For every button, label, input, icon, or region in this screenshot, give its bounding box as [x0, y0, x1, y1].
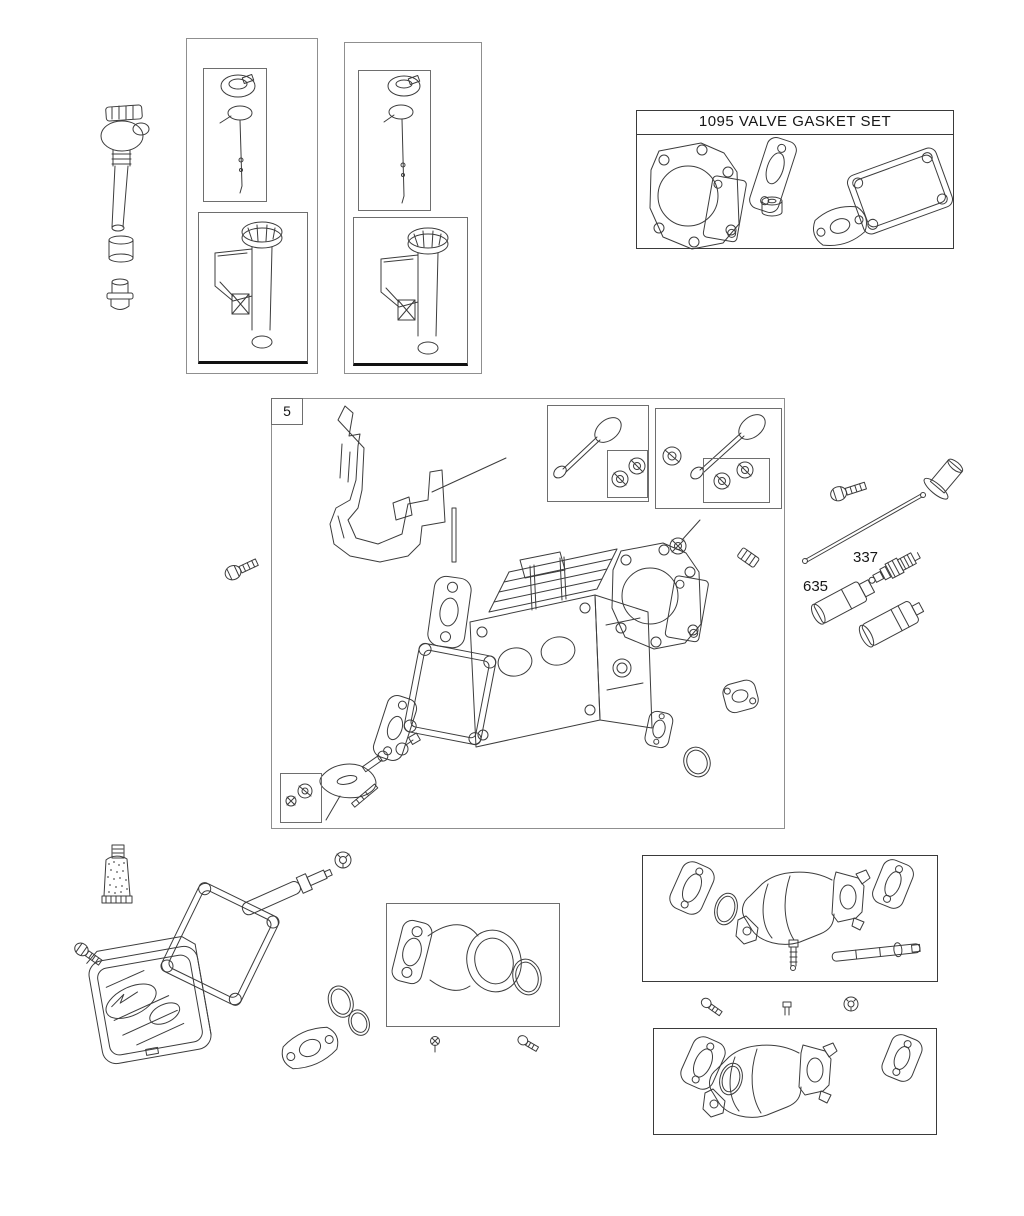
fill-tube-inner-box-1: [198, 212, 308, 364]
spark-plug-socket-label: 635: [803, 578, 829, 595]
valve-gasket-set-title: 1095 VALVE GASKET SET: [636, 110, 954, 135]
exhaust-gasket-icon: [277, 1021, 344, 1076]
bolt-icon: [829, 478, 868, 502]
plug-icon: [107, 279, 133, 310]
screw-icon: [700, 996, 724, 1017]
dipstick-inner-box-2: [358, 70, 431, 211]
spark-plug-label: 337: [853, 549, 879, 566]
valve-tappet-icon: [921, 453, 969, 502]
intake-manifold-kit-box-2: [653, 1028, 937, 1135]
dipstick-inner-box-1: [203, 68, 267, 202]
bolt-icon: [223, 555, 260, 582]
group-5-label: 5: [271, 398, 303, 425]
valve-retainer-sub-box-2: [703, 458, 770, 503]
intake-elbow-box: [386, 903, 560, 1027]
valve-retainer-sub-box-1: [607, 450, 648, 498]
o-ring-icon: [324, 980, 373, 1043]
screw-icon: [431, 1037, 440, 1053]
nut-icon: [335, 852, 351, 868]
tube-spacer-icon: [109, 236, 133, 262]
screw-icon: [516, 1034, 540, 1053]
plug-terminal-icon: [856, 596, 926, 649]
oil-drain-valve-icon: [101, 105, 149, 231]
valve-cover-icon: [85, 934, 213, 1065]
nut-icon: [844, 997, 858, 1011]
sealant-tube-icon: [102, 845, 132, 903]
bolt-icon: [72, 940, 103, 967]
intake-manifold-kit-box-1: [642, 855, 938, 982]
fill-tube-inner-box-2: [353, 217, 468, 366]
bolt-icon: [783, 1002, 791, 1015]
breather-tube-icon: [240, 864, 335, 919]
valve-cover-gasket-icon: [159, 881, 281, 1008]
sealant-tube-texture: [107, 861, 128, 894]
rocker-nut-sub-box: [280, 773, 322, 823]
